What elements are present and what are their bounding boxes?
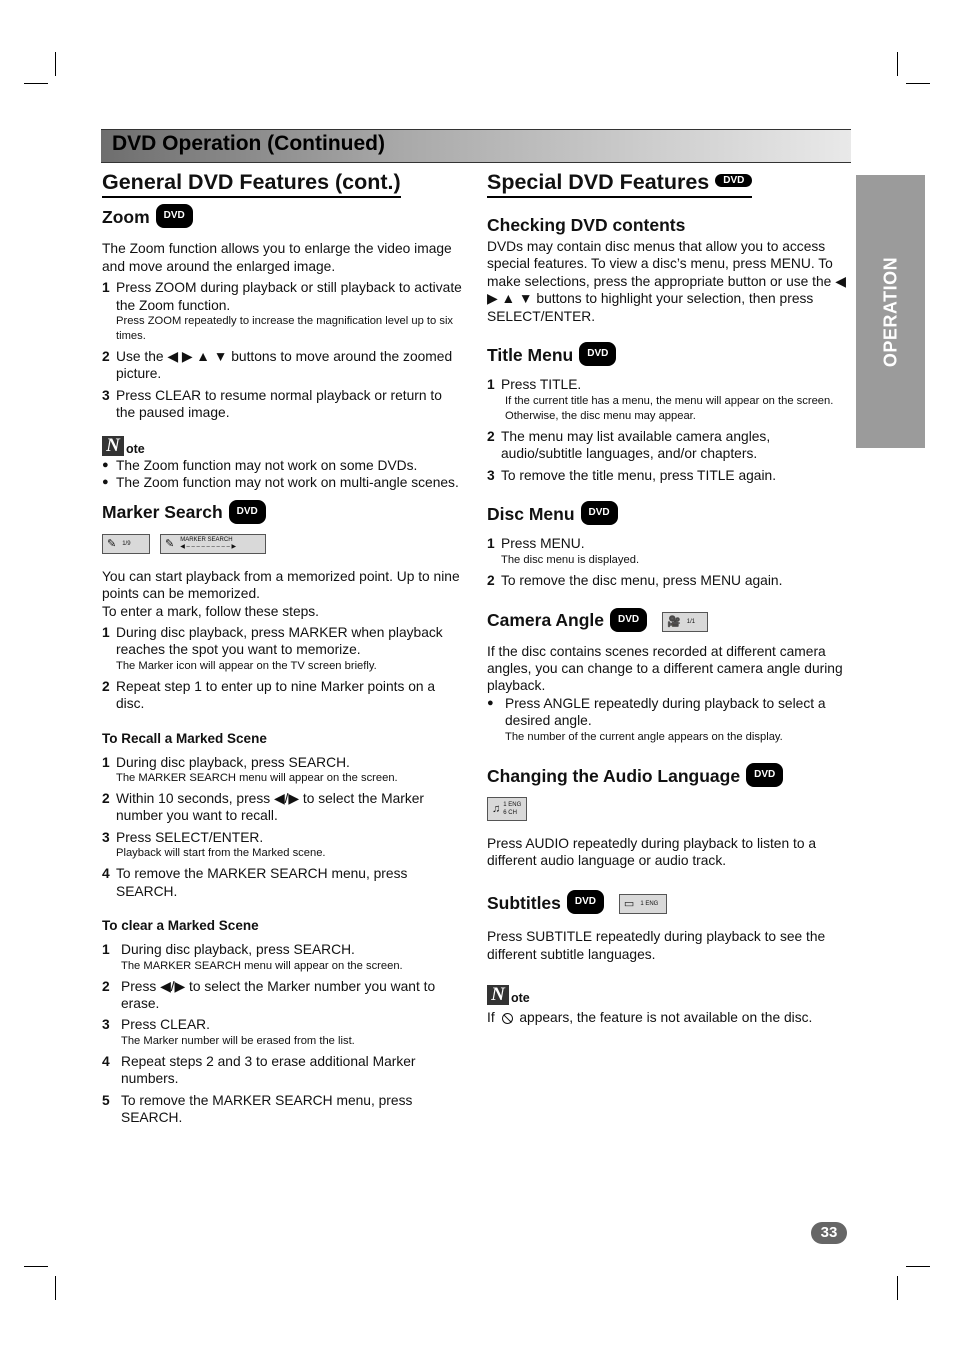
crop-mark <box>24 1266 48 1267</box>
step-item: 4 To remove the MARKER SEARCH menu, press SEARCH. <box>102 866 408 899</box>
camera-icon: 🎥 <box>667 615 681 628</box>
marker-search-osd: ✎ MARKER SEARCH ◀ – – – – – – – – – ▶ <box>160 534 266 554</box>
step-list <box>102 754 464 900</box>
dvd-badge: DVD <box>229 500 266 524</box>
note-item: ● The Zoom function may not work on some DVDs. <box>102 457 418 473</box>
right-column <box>487 170 851 1026</box>
note-block <box>102 436 464 492</box>
dvd-badge: DVD <box>579 342 616 366</box>
step-item: 2 To remove the disc menu, press MENU again. <box>487 572 783 588</box>
section-title: Special DVD Features DVD <box>487 170 752 198</box>
step-item: 2 Repeat step 1 to enter up to nine Marker points on a disc. <box>102 678 436 712</box>
subtitles-section <box>487 892 851 963</box>
step-item: 1 Press MENU. The disc menu is displayed. <box>487 536 640 566</box>
section-side-tab <box>856 175 925 448</box>
note-icon: N <box>102 436 124 456</box>
zoom-heading: Zoom DVD <box>102 206 464 230</box>
marker-osd: ✎ 1/9 <box>102 534 150 554</box>
step-item: 1 During disc playback, press MARKER when playback reaches the spot you want to memorize. The Marker icon will appear on the TV screen briefly. <box>102 625 443 672</box>
disc-menu-heading: Disc Menu DVD <box>487 503 851 527</box>
step-item: 2 The menu may list available camera angles, audio/subtitle languages, and/or chapters. <box>487 428 771 462</box>
crop-mark <box>24 83 48 84</box>
dvd-badge: DVD <box>581 501 618 525</box>
checking-text: DVDs may contain disc menus that allow you to access special features. To view a disc’s menu, press MENU. To make selections, press the appropriate button or use the ◀ ▶ ▲ ▼ buttons to highlight your selection, then press SELECT/ENTER. <box>487 239 846 324</box>
audio-language-section <box>487 765 851 870</box>
step-item: 2 Use the ◀ ▶ ▲ ▼ buttons to move around the zoomed picture. <box>102 349 453 382</box>
page-banner <box>101 129 851 163</box>
subtitle-osd: ▭ 1 ENG <box>619 894 667 914</box>
note-icon: N <box>487 985 509 1005</box>
camera-angle-section <box>487 609 851 744</box>
side-tab-label: OPERATION <box>880 256 900 367</box>
note-heading: N ote <box>487 985 851 1005</box>
dvd-badge: DVD <box>746 763 783 787</box>
step-item: 1 Press TITLE. If the current title has a menu, the menu will appear on the screen. Otherwise, the disc menu may appear. <box>487 377 834 422</box>
disc-menu-section <box>487 503 851 589</box>
step-item: 1 Press ZOOM during playback or still playback to activate the Zoom function. Press ZOOM repeatedly to increase the magnification level up to six times. <box>102 280 462 342</box>
audio-osd-row <box>487 797 851 821</box>
step-item: 5 To remove the MARKER SEARCH menu, press SEARCH. <box>102 1092 413 1125</box>
note-heading: N ote <box>102 436 464 456</box>
step-list <box>102 941 464 1126</box>
angle-osd: 🎥 1/1 <box>662 612 708 632</box>
step-list <box>487 535 851 589</box>
crop-mark <box>906 83 930 84</box>
dvd-badge: DVD <box>567 890 604 914</box>
marker-icon: ✎ <box>107 538 117 551</box>
step-item: 4 Repeat steps 2 and 3 to erase additional Marker numbers. <box>102 1053 416 1087</box>
page-title: DVD Operation (Continued) <box>112 132 385 155</box>
step-list <box>102 279 464 421</box>
checking-heading: Checking DVD contents <box>487 215 686 235</box>
clear-heading: To clear a Marked Scene <box>102 918 259 934</box>
step-item: 3 Press SELECT/ENTER. Playback will start from the Marked scene. <box>102 829 326 860</box>
zoom-intro: The Zoom function allows you to enlarge the video image and move around the enlarged image. <box>102 241 452 274</box>
crop-mark <box>897 52 898 76</box>
camera-angle-heading: Camera Angle DVD 🎥 1/1 <box>487 609 851 633</box>
dvd-badge: DVD <box>156 204 193 228</box>
step-item: 2 Press ◀/▶ to select the Marker number you want to erase. <box>102 978 436 1011</box>
step-item: 3 Press CLEAR. The Marker number will be erased from the list. <box>102 1017 355 1047</box>
camera-angle-text: If the disc contains scenes recorded at different camera angles, you can change to a different camera angle during playback. <box>487 643 843 694</box>
step-list <box>102 624 464 713</box>
note-item: ● The Zoom function may not work on multi-angle scenes. <box>102 475 459 491</box>
audio-icon: ♫ <box>492 803 501 815</box>
step-item: 2 Within 10 seconds, press ◀/▶ to select the Marker number you want to recall. <box>102 791 425 824</box>
marker-icon: ✎ <box>165 538 175 551</box>
note-text: If appears, the feature is not available on the disc. <box>487 1010 813 1025</box>
crop-mark <box>55 52 56 76</box>
step-item: 3 Press CLEAR to resume normal playback or return to the paused image. <box>102 387 442 421</box>
section-title: General DVD Features (cont.) <box>102 170 401 198</box>
dvd-badge: DVD <box>715 174 752 187</box>
audio-language-text: Press AUDIO repeatedly during playback to listen to a different audio language or audio track. <box>487 836 816 869</box>
page-number: 33 <box>811 1222 847 1244</box>
title-menu-heading: Title Menu DVD <box>487 344 851 368</box>
step-item: 1 During disc playback, press SEARCH. The MARKER SEARCH menu will appear on the screen. <box>102 942 403 972</box>
prohibited-icon <box>502 1013 513 1024</box>
camera-angle-bullet: ● Press ANGLE repeatedly during playback to select a desired angle. The number of the current angle appears on the display. <box>487 695 826 743</box>
zoom-section <box>102 206 464 491</box>
dvd-badge: DVD <box>610 608 647 632</box>
checking-section <box>487 214 851 325</box>
subtitles-text: Press SUBTITLE repeatedly during playback to see the different subtitle languages. <box>487 929 826 962</box>
crop-mark <box>897 1276 898 1300</box>
step-list <box>487 376 851 484</box>
audio-osd: ♫ 1 ENG 6 CH <box>487 797 527 821</box>
recall-heading: To Recall a Marked Scene <box>102 730 267 746</box>
audio-language-heading: Changing the Audio Language DVD <box>487 765 851 789</box>
note-block <box>487 985 851 1026</box>
left-column <box>102 170 464 1126</box>
marker-osd-row <box>102 534 464 554</box>
marker-intro-2: To enter a mark, follow these steps. <box>102 603 320 619</box>
crop-mark <box>906 1266 930 1267</box>
marker-search-section <box>102 501 464 1126</box>
marker-search-heading: Marker Search DVD <box>102 501 464 525</box>
marker-intro: You can start playback from a memorized point. Up to nine points can be memorized. <box>102 568 460 602</box>
step-item: 3 To remove the title menu, press TITLE again. <box>487 467 777 483</box>
step-item: 1 During disc playback, press SEARCH. The MARKER SEARCH menu will appear on the screen. <box>102 754 398 785</box>
subtitle-icon: ▭ <box>623 898 635 911</box>
crop-mark <box>55 1276 56 1300</box>
subtitles-heading: Subtitles DVD ▭ 1 ENG <box>487 892 851 916</box>
title-menu-section <box>487 344 851 484</box>
